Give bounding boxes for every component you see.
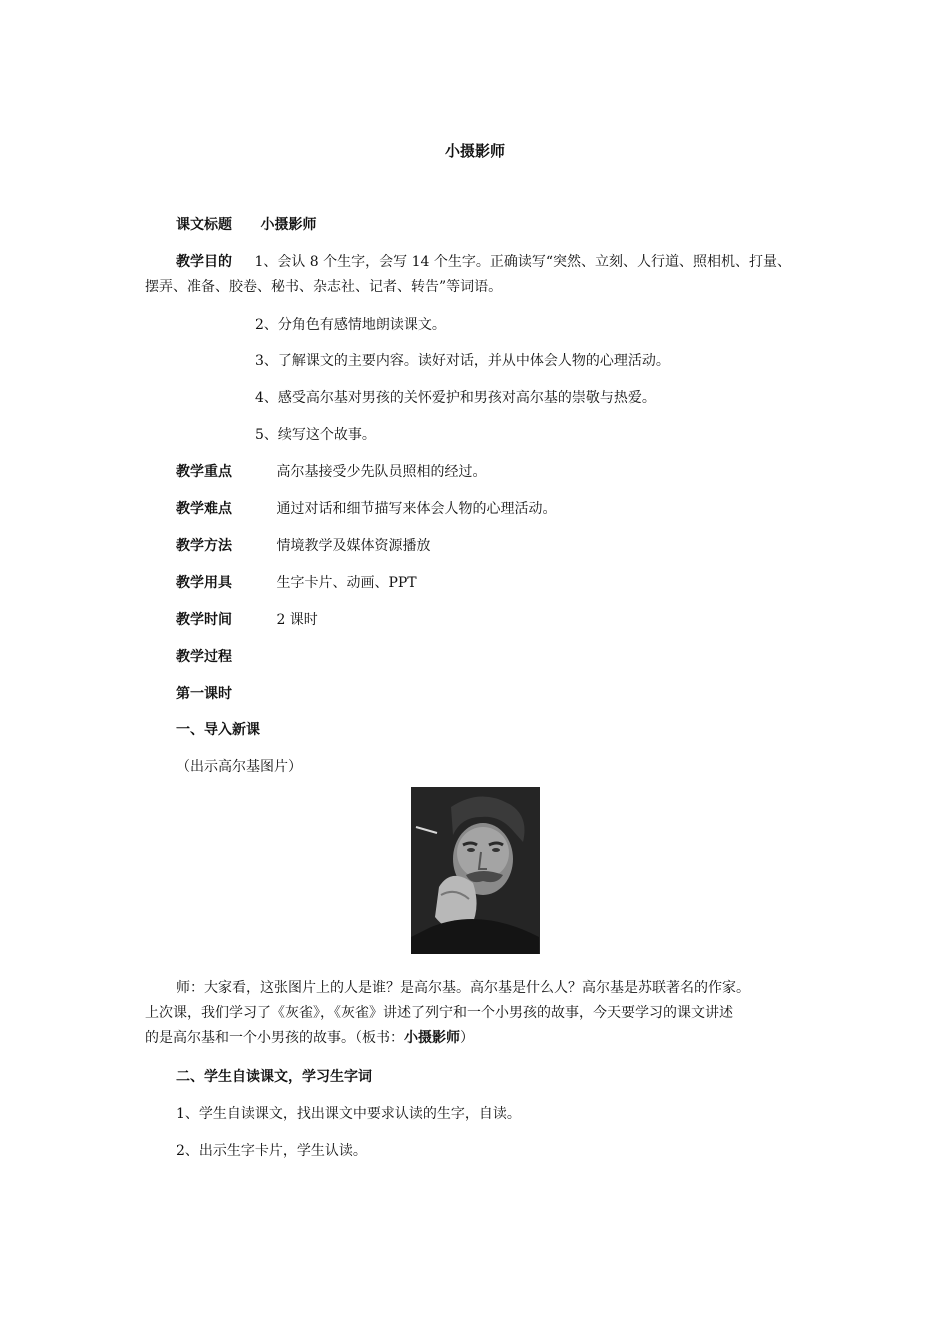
teacher-line-1: 师：大家看，这张图片上的人是谁？是高尔基。高尔基是什么人？高尔基是苏联著名的作家。 — [176, 980, 750, 996]
time-label: 教学时间 — [176, 612, 232, 628]
show-picture-note: （出示高尔基图片） — [176, 759, 302, 775]
tools-label: 教学用具 — [176, 575, 232, 591]
step-1: 1、学生自读课文，找出课文中要求认读的生字，自读。 — [176, 1106, 521, 1122]
section-1-heading: 一、导入新课 — [176, 722, 260, 738]
method-row — [176, 535, 430, 555]
lesson-title-label: 课文标题 — [176, 217, 232, 233]
tools-row — [176, 572, 417, 592]
aims-label: 教学目的 — [176, 254, 232, 270]
method-label: 教学方法 — [176, 538, 232, 554]
tools-value: 生字卡片、动画、PPT — [276, 575, 417, 591]
key-point-label: 教学重点 — [176, 464, 232, 480]
aim-5: 5、续写这个故事。 — [255, 427, 376, 443]
teacher-line-3-suffix: ） — [460, 1030, 474, 1046]
time-value: 2 课时 — [276, 612, 318, 628]
board-writing-title: 小摄影师 — [404, 1030, 460, 1046]
key-point-value: 高尔基接受少先队员照相的经过。 — [276, 464, 487, 480]
section-2-heading: 二、学生自读课文，学习生字词 — [176, 1069, 372, 1085]
time-row — [176, 609, 318, 629]
aim-3: 3、了解课文的主要内容。读好对话，并从中体会人物的心理活动。 — [255, 353, 670, 369]
first-period-heading: 第一课时 — [176, 686, 232, 702]
difficulty-row — [176, 498, 556, 518]
aims-row — [176, 251, 791, 271]
difficulty-label: 教学难点 — [176, 501, 232, 517]
aim-2: 2、分角色有感情地朗读课文。 — [255, 317, 446, 333]
gorky-portrait-image — [411, 787, 540, 954]
teacher-line-3-prefix: 的是高尔基和一个小男孩的故事。（板书： — [145, 1030, 404, 1046]
aim-1-line2: 摆弄、准备、胶卷、秘书、杂志社、记者、转告”等词语。 — [145, 279, 503, 295]
step-2: 2、出示生字卡片，学生认读。 — [176, 1143, 367, 1159]
lesson-title-value: 小摄影师 — [260, 217, 317, 233]
aim-4: 4、感受高尔基对男孩的关怀爱护和男孩对高尔基的崇敬与热爱。 — [255, 390, 656, 406]
method-value: 情境教学及媒体资源播放 — [276, 538, 431, 554]
aim-1-line1: 1、会认 8 个生字，会写 14 个生字。正确读写“突然、立刻、人行道、照相机、打量、 — [254, 254, 792, 270]
difficulty-value: 通过对话和细节描写来体会人物的心理活动。 — [276, 501, 557, 517]
teacher-line-3 — [145, 1026, 820, 1051]
teacher-intro-paragraph — [145, 976, 820, 1051]
process-heading: 教学过程 — [176, 649, 232, 665]
document-title: 小摄影师 — [444, 142, 505, 160]
teacher-line-2: 上次课，我们学习了《灰雀》，《灰雀》讲述了列宁和一个小男孩的故事，今天要学习的课文讲述 — [145, 1005, 733, 1021]
key-point-row — [176, 461, 486, 481]
lesson-title-row — [176, 214, 316, 234]
